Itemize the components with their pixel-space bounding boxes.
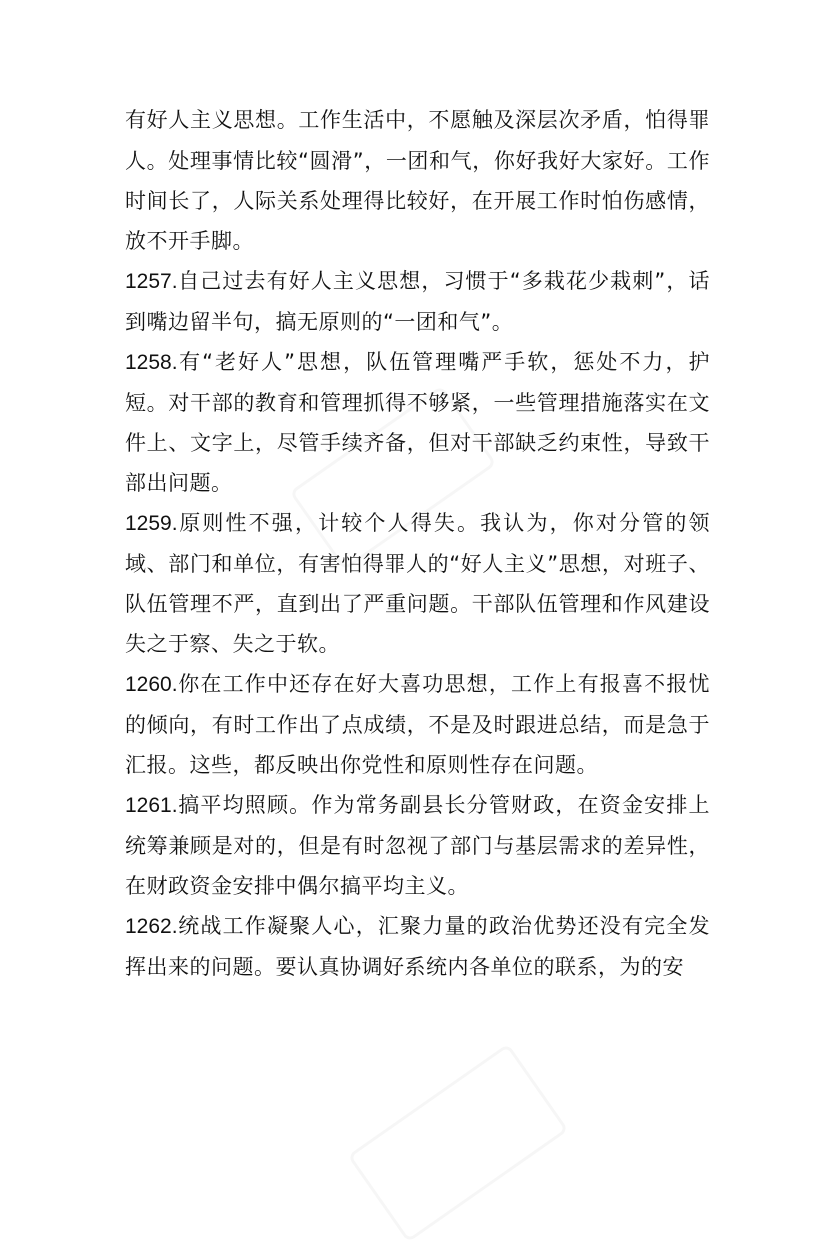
- paragraph-number: 1259.: [125, 512, 178, 535]
- paragraph-text: 自己过去有好人主义思想，习惯于“多栽花少栽刺”，话到嘴边留半句，搞无原则的“一团和气”。: [125, 269, 710, 334]
- paragraph-number: 1260.: [125, 673, 178, 696]
- paragraph: [125, 785, 710, 906]
- paragraph-number: 1257.: [125, 270, 178, 293]
- paragraph-number: 1258.: [125, 351, 178, 374]
- watermark-stamp: [347, 1043, 568, 1242]
- paragraph: [125, 906, 710, 987]
- paragraph: [125, 100, 710, 261]
- paragraph-number: 1261.: [125, 794, 178, 817]
- paragraph-text: 统战工作凝聚人心，汇聚力量的政治优势还没有完全发挥出来的问题。要认真协调好系统内各单位的联系，为的安: [125, 914, 710, 979]
- paragraph: [125, 261, 710, 342]
- paragraph: [125, 503, 710, 664]
- paragraph: [125, 664, 710, 785]
- paragraph-text: 搞平均照顾。作为常务副县长分管财政，在资金安排上统筹兼顾是对的，但是有时忽视了部门与基层需求的差异性，在财政资金安排中偶尔搞平均主义。: [125, 793, 710, 898]
- paragraph-text: 有“老好人”思想，队伍管理嘴严手软，惩处不力，护短。对干部的教育和管理抓得不够紧，一些管理措施落实在文件上、文字上，尽管手续齐备，但对干部缺乏约束性，导致干部出问题。: [125, 350, 710, 495]
- paragraph-text: 你在工作中还存在好大喜功思想，工作上有报喜不报忧的倾向，有时工作出了点成绩，不是及时跟进总结，而是急于汇报。这些，都反映出你党性和原则性存在问题。: [125, 672, 710, 777]
- paragraph-text: 有好人主义思想。工作生活中，不愿触及深层次矛盾，怕得罪人。处理事情比较“圆滑”，一团和气，你好我好大家好。工作时间长了，人际关系处理得比较好，在开展工作时怕伤感情，放不开手脚。: [125, 108, 710, 253]
- paragraph-text: 原则性不强，计较个人得失。我认为，你对分管的领域、部门和单位，有害怕得罪人的“好人主义”思想，对班子、队伍管理不严，直到出了严重问题。干部队伍管理和作风建设失之于察、失之于软。: [125, 511, 710, 656]
- document-body: [125, 100, 710, 987]
- paragraph: [125, 342, 710, 503]
- paragraph-number: 1262.: [125, 915, 178, 938]
